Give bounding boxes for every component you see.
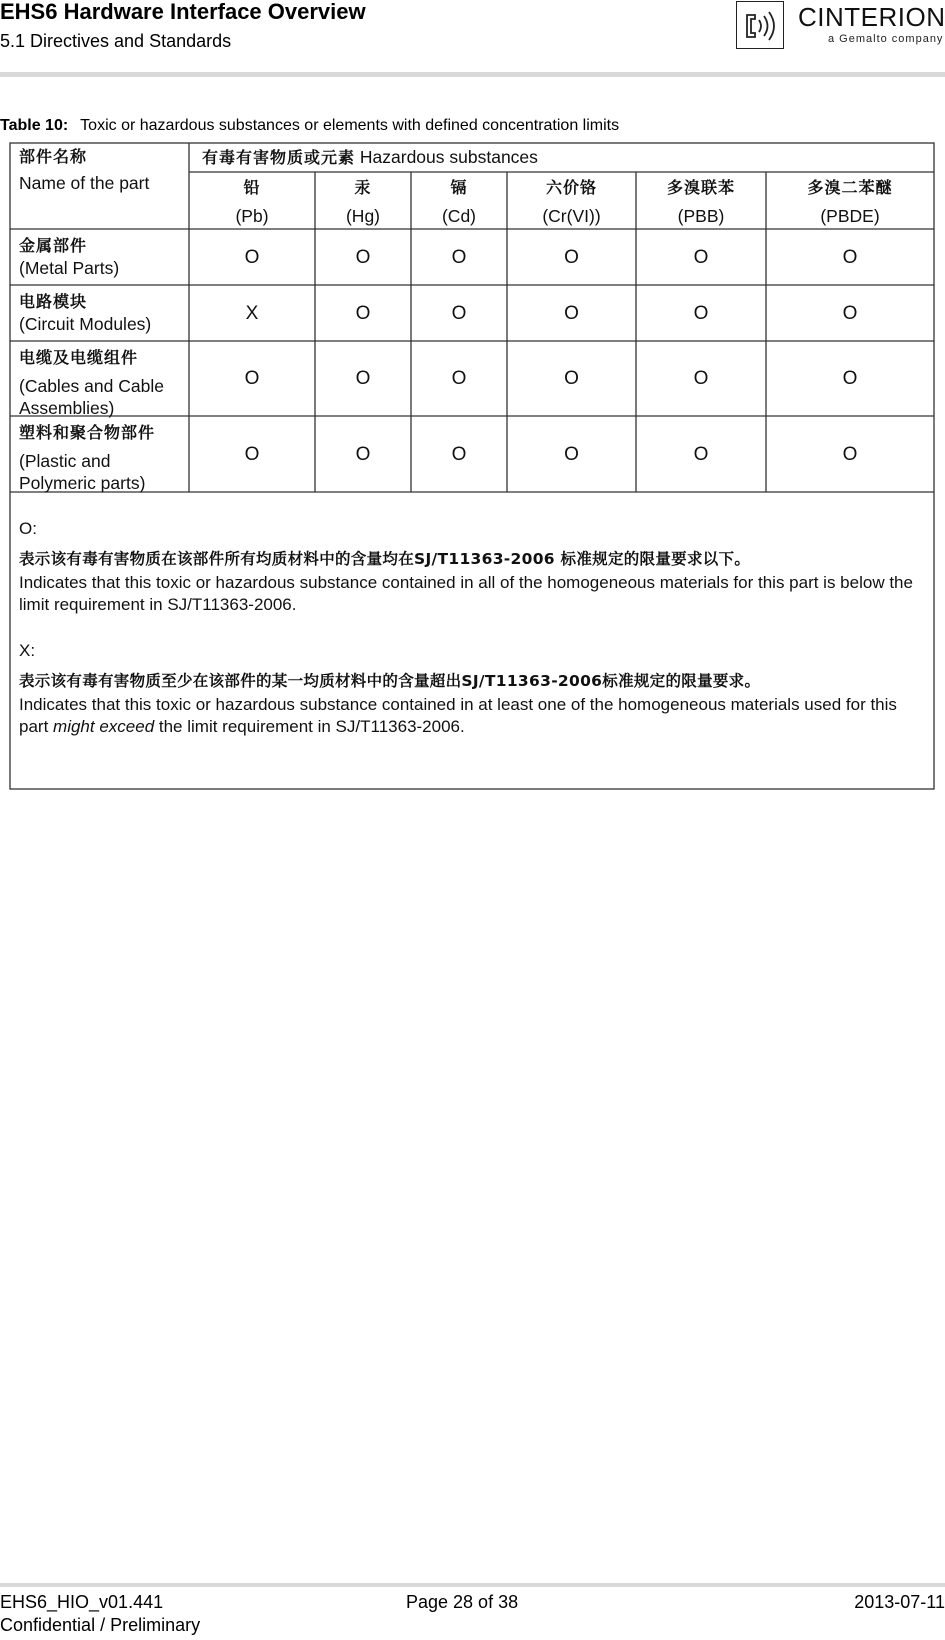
row-label-cn: 塑料和聚合物部件 xyxy=(19,423,156,442)
hazardous-substances-table xyxy=(9,142,935,791)
footer-rule xyxy=(0,1583,945,1587)
part-header-en: Name of the part xyxy=(19,173,150,193)
document-title: EHS6 Hardware Interface Overview xyxy=(0,0,366,24)
substance-en: (Hg) xyxy=(345,206,381,226)
header-rule xyxy=(0,72,945,77)
footer-date: 2013-07-11 xyxy=(854,1592,945,1612)
note-o-cn: 表示该有毒有害物质在该部件所有均质材料中的含量均在SJ/T11363-2006 标准规定的限量要求以下。 xyxy=(19,550,751,568)
mark-cell: O xyxy=(842,368,858,389)
part-column-header xyxy=(19,142,189,194)
part-header-cn: 部件名称 xyxy=(19,147,88,166)
substances-group-header xyxy=(202,145,922,170)
mark-cell: O xyxy=(693,247,709,268)
table-notes xyxy=(19,510,919,738)
mark-cell: O xyxy=(693,303,709,324)
substance-en: (Cr(VI)) xyxy=(542,206,601,226)
mark-cell: O xyxy=(842,303,858,324)
substance-cn: 六价铬 xyxy=(545,178,597,197)
substance-header-cd xyxy=(411,174,507,230)
substance-header-pbde xyxy=(766,174,934,230)
row-label-cn: 电缆及电缆组件 xyxy=(19,348,139,367)
mark-cell: O xyxy=(451,368,467,389)
mark-cell: O xyxy=(451,303,467,324)
substance-cn: 镉 xyxy=(450,178,468,197)
mark-cell: O xyxy=(244,444,260,465)
cinterion-logo xyxy=(736,1,944,51)
mark-cell: O xyxy=(564,303,579,324)
row-label-cables xyxy=(19,343,191,419)
note-x-en-text: Indicates that this toxic or hazardous substance contained in at least one of the homogeneous materials used for this part xyxy=(19,695,897,736)
substance-cn: 汞 xyxy=(354,178,372,197)
logo-mark xyxy=(736,1,784,49)
mark-cell: O xyxy=(451,444,467,465)
row-label-en: (Plastic and Polymeric parts) xyxy=(19,451,146,493)
row-label-en: (Circuit Modules) xyxy=(19,314,152,334)
substance-cn: 多溴联苯 xyxy=(666,178,735,197)
group-header-en: Hazardous substances xyxy=(359,147,538,167)
section-title: 5.1 Directives and Standards xyxy=(0,31,232,51)
mark-cell: O xyxy=(355,368,371,389)
mark-cell: O xyxy=(564,444,579,465)
mark-cell: O xyxy=(355,247,371,268)
signal-icon xyxy=(737,2,785,50)
group-header-cn: 有毒有害物质或元素 xyxy=(202,148,356,167)
note-x-en xyxy=(19,694,919,738)
mark-cell: O xyxy=(693,368,709,389)
row-label-circuit-modules xyxy=(19,287,189,335)
substance-header-cr xyxy=(507,174,636,230)
substance-cn: 铅 xyxy=(243,178,261,197)
logo-name: CINTERION xyxy=(798,2,945,32)
substance-en: (PBB) xyxy=(677,206,725,226)
row-label-plastic xyxy=(19,418,191,494)
row-label-cn: 金属部件 xyxy=(19,236,88,255)
substance-header-pbb xyxy=(636,174,766,230)
mark-cell: O xyxy=(244,247,260,268)
mark-cell: O xyxy=(564,368,579,389)
caption-label: Table 10: xyxy=(0,117,69,134)
substance-cn: 多溴二苯醚 xyxy=(807,178,893,197)
mark-cell: O xyxy=(355,303,371,324)
substance-header-pb xyxy=(189,174,315,230)
mark-cell: O xyxy=(355,444,371,465)
note-o-en: Indicates that this toxic or hazardous substance contained in all of the homogeneous materials for this part is below the limit requirement in SJ/T11363-2006. xyxy=(19,573,913,614)
footer-classification: Confidential / Preliminary xyxy=(0,1615,201,1635)
substance-en: (Cd) xyxy=(441,206,477,226)
note-symbol-o: O: xyxy=(19,519,37,538)
mark-cell: O xyxy=(244,368,260,389)
substance-en: (PBDE) xyxy=(820,206,880,226)
note-x-en-text-end: the limit requirement in SJ/T11363-2006. xyxy=(154,717,465,736)
logo-tagline: a Gemalto company xyxy=(828,33,944,45)
row-label-cn: 电路模块 xyxy=(19,292,88,311)
mark-cell: O xyxy=(842,247,858,268)
footer-doc-id: EHS6_HIO_v01.441 xyxy=(0,1592,164,1612)
note-x-en-emphasis: might exceed xyxy=(53,717,155,736)
mark-cell: O xyxy=(451,247,467,268)
substance-en: (Pb) xyxy=(235,206,269,226)
substance-header-hg xyxy=(315,174,411,230)
row-label-en: (Metal Parts) xyxy=(19,258,120,278)
caption-text: Toxic or hazardous substances or elements with defined concentration limits xyxy=(80,117,620,134)
note-x-cn: 表示该有毒有害物质至少在该部件的某一均质材料中的含量超出SJ/T11363-2006标准规定的限量要求。 xyxy=(19,672,761,690)
table-caption xyxy=(0,117,619,135)
note-symbol-x: X: xyxy=(19,641,36,660)
row-label-metal-parts xyxy=(19,231,189,279)
mark-cell: O xyxy=(842,444,858,465)
row-label-en: (Cables and Cable Assemblies) xyxy=(19,376,164,418)
mark-cell: X xyxy=(245,303,259,324)
footer-page-number: Page 28 of 38 xyxy=(406,1592,519,1612)
mark-cell: O xyxy=(564,247,579,268)
mark-cell: O xyxy=(693,444,709,465)
